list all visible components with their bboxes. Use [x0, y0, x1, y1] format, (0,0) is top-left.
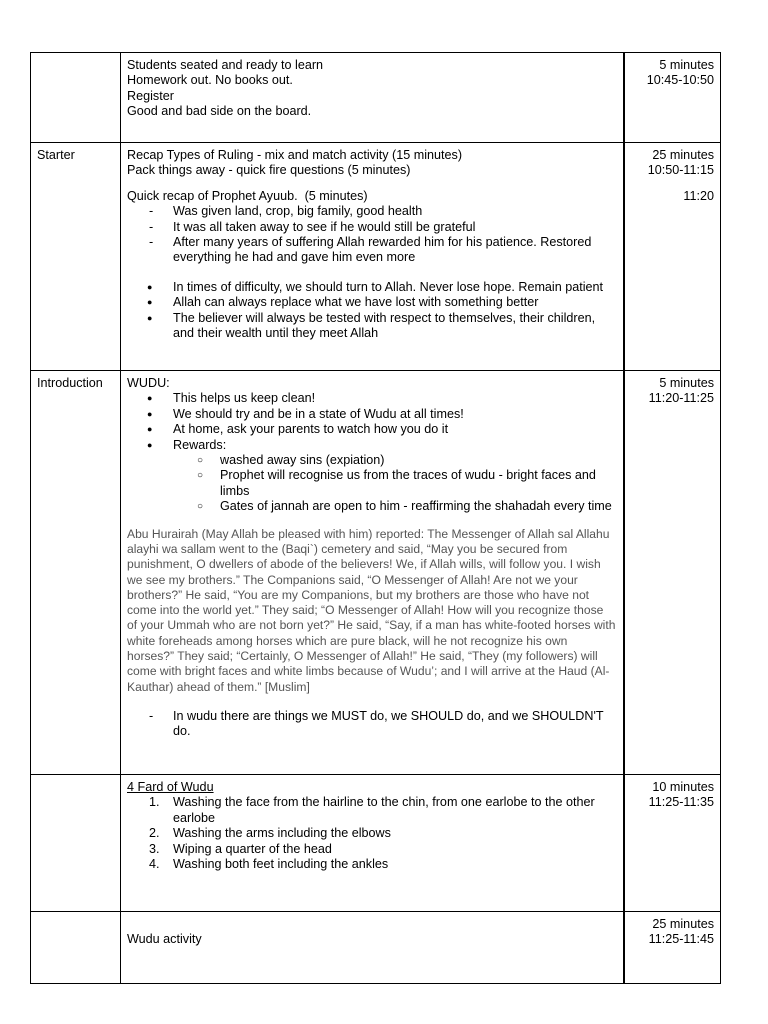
duration: 5 minutes	[659, 376, 714, 390]
list-item: ● In times of difficulty, we should turn to Allah. Never lose hope. Remain patient	[127, 280, 617, 295]
list-item: Pack things away - quick fire questions (5 minutes)	[127, 163, 411, 178]
list-item: - Was given land, crop, big family, good health	[127, 204, 617, 219]
list-item: ○ washed away sins (expiation)	[127, 453, 617, 468]
hadith-quote: Abu Hurairah (May Allah be pleased with him) reported: The Messenger of Allah sal Allahu alayhi wa sallam went to the (Baqi`) cemetery and said, “May you be secured from punishment, O dwellers of abode of the believers! We, if Allah wills, will follow you. I wish we see my brothers.” The Companions said, “O Messenger of Allah! Are not we your brothers?” He said, “You are my Companions, but my brothers are those who have not come into the world yet.” They said; “O Messenger of Allah! How will you recognize those of your Ummah who are not born yet?” He said, “Say, if a man has white-footed horses with white foreheads among horses which are pure black, will he not recognize his own horses?” They said; “Certainly, O Messenger of Allah!” He said, “They (my followers) will come with bright faces and white limbs because of Wudu’; and I will arrive at the Haud (Al-Kauthar) ahead of them.” [Muslim]	[127, 526, 616, 694]
list-item: Homework out. No books out.	[127, 73, 293, 88]
list-item: ● Rewards:	[127, 438, 617, 453]
row-label	[31, 775, 121, 912]
step-text: Wiping a quarter of the head	[173, 841, 332, 856]
list-item: ● Allah can always replace what we have lost with something better	[127, 295, 617, 310]
step-number: 2.	[149, 826, 160, 841]
activity-text: Wudu activity	[127, 932, 202, 946]
row-label: Introduction	[31, 371, 121, 775]
table-row	[31, 143, 721, 371]
row-content	[121, 775, 624, 912]
bullet-list	[127, 391, 617, 453]
list-item: - In wudu there are things we MUST do, we SHOULD do, and we SHOULDN'T do.	[127, 709, 617, 740]
table-row	[31, 371, 721, 775]
step-number: 3.	[149, 841, 160, 856]
section-title: WUDU:	[127, 376, 170, 390]
step-text: Washing the face from the hairline to the chin, from one earlobe to the other earlobe	[173, 795, 595, 825]
dash-list	[127, 709, 617, 740]
time-range: 11:20-11:25	[648, 391, 714, 406]
list-item: Register	[127, 88, 174, 103]
list-item: - It was all taken away to see if he would still be grateful	[127, 220, 617, 235]
duration: 5 minutes	[659, 58, 714, 72]
list-item: ● The believer will always be tested with respect to themselves, their children, and their wealth until they meet Allah	[127, 311, 617, 342]
lesson-plan-table	[30, 52, 721, 984]
table-row	[31, 912, 721, 984]
list-item: ● At home, ask your parents to watch how you do it	[127, 422, 617, 437]
lesson-plan-document	[30, 52, 720, 984]
list-item: Good and bad side on the board.	[127, 104, 312, 119]
row-time	[624, 371, 721, 775]
row-label: Starter	[31, 143, 121, 371]
step-text: Washing the arms including the elbows	[173, 826, 391, 841]
row-label	[31, 53, 121, 143]
row-time	[624, 912, 721, 984]
time-range: 10:45-10:50	[646, 73, 714, 88]
time-range: 10:50-11:15	[647, 163, 714, 178]
section-title: 4 Fard of Wudu	[127, 780, 214, 794]
duration: 25 minutes	[652, 917, 714, 931]
list-item	[127, 842, 617, 857]
row-time	[624, 53, 721, 143]
table-row	[31, 775, 721, 912]
list-item: Recap Types of Ruling - mix and match activity (15 minutes)	[127, 148, 463, 162]
row-content	[121, 371, 624, 775]
time-mark: 11:20	[683, 188, 714, 203]
row-content	[121, 143, 624, 371]
row-content	[121, 912, 624, 984]
list-item: Students seated and ready to learn	[127, 58, 324, 72]
dash-list	[127, 204, 617, 266]
table-row	[31, 53, 721, 143]
row-label	[31, 912, 121, 984]
time-range: 11:25-11:35	[648, 795, 714, 810]
step-number: 1.	[149, 795, 160, 810]
duration: 10 minutes	[652, 780, 714, 794]
bullet-list	[127, 280, 617, 342]
recap-title: Quick recap of Prophet Ayuub. (5 minutes)	[127, 188, 368, 203]
list-item: - After many years of suffering Allah rewarded him for his patience. Restored everything he had and gave him even more	[127, 235, 617, 266]
list-item	[127, 857, 617, 872]
list-item: ● We should try and be in a state of Wudu at all times!	[127, 407, 617, 422]
row-content	[121, 53, 624, 143]
row-time	[624, 775, 721, 912]
step-number: 4.	[149, 857, 160, 872]
list-item: ● This helps us keep clean!	[127, 391, 617, 406]
rewards-list	[127, 453, 617, 515]
step-text: Washing both feet including the ankles	[173, 857, 389, 872]
list-item: ○ Prophet will recognise us from the traces of wudu - bright faces and limbs	[127, 468, 617, 499]
list-item	[127, 826, 617, 841]
list-item: ○ Gates of jannah are open to him - reaffirming the shahadah every time	[127, 499, 617, 514]
row-time	[624, 143, 721, 371]
fard-list	[127, 795, 617, 872]
time-range: 11:25-11:45	[648, 932, 714, 947]
duration: 25 minutes	[652, 148, 714, 162]
list-item	[127, 795, 617, 826]
